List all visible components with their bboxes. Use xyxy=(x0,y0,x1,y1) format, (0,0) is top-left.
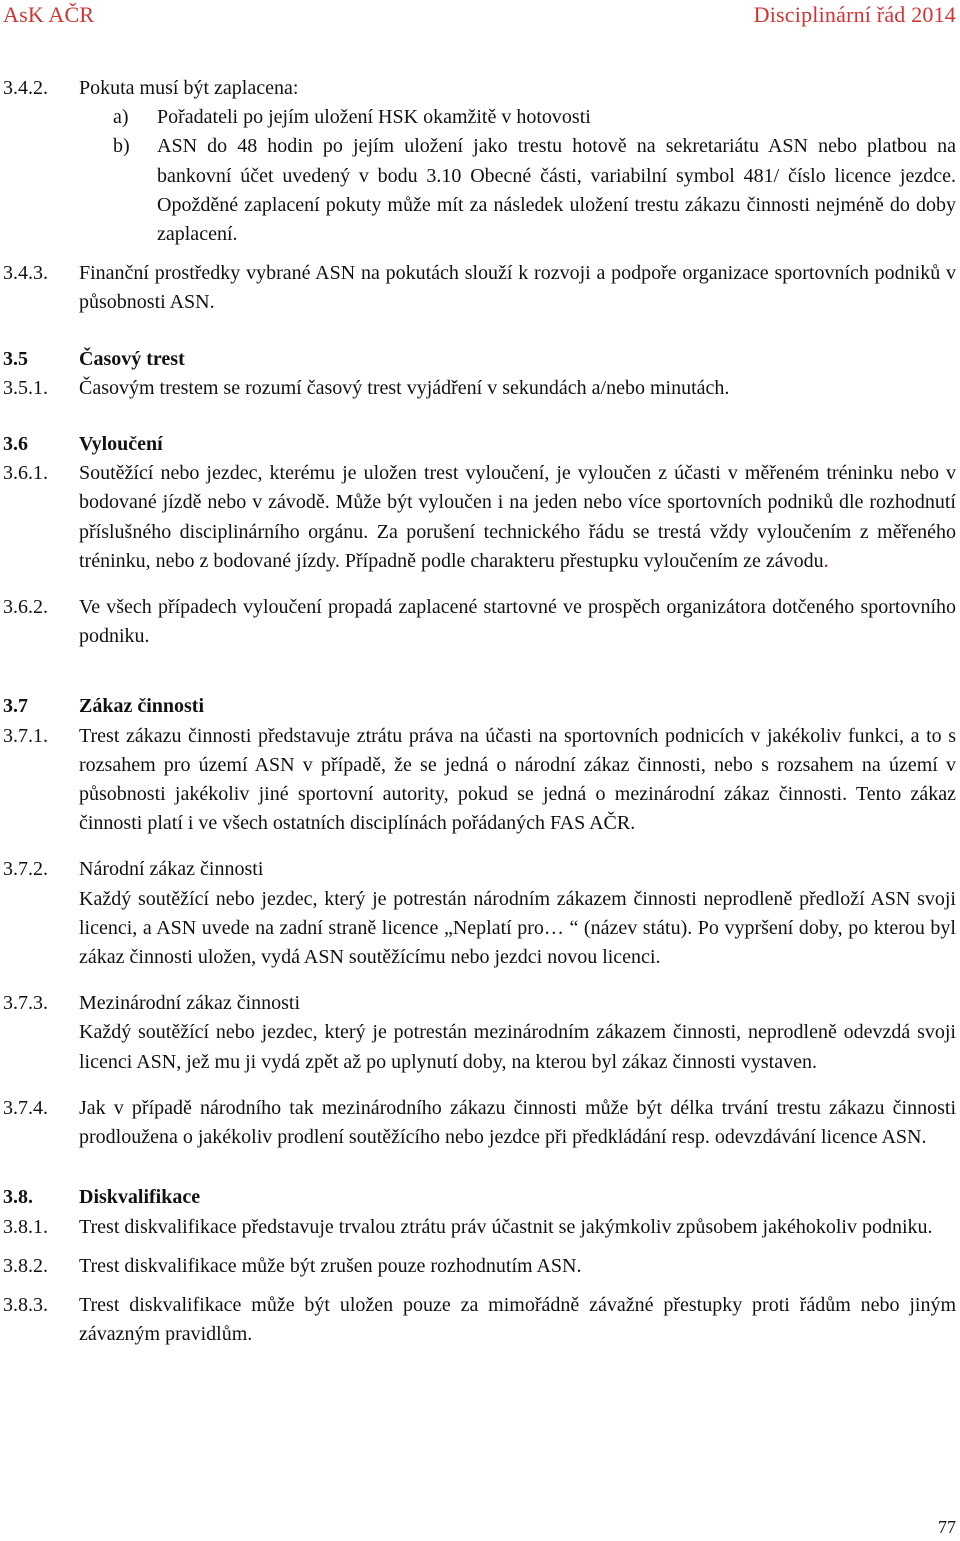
paragraph-number: 3.8.3. xyxy=(3,1293,48,1316)
paragraph-number: 3.5.1. xyxy=(3,376,48,399)
paragraph-number: 3.7.3. xyxy=(3,992,48,1015)
paragraph-text: Trest zákazu činnosti představuje ztrátu práva na účasti na sportovních podnicích v jakékoliv funkci, a to s rozsahem pro území ASN v případě, že se jedná o národní zákaz činnosti, nebo s rozsahem na území v působnosti jakékoliv jiné sportovní autority, pokud se jedná o mezinárodní zákaz činnosti. Tento zákaz činnosti platí i ve všech ostatních disciplínách pořádaných FAS AČR. xyxy=(79,724,956,835)
paragraph-text: Trest diskvalifikace může být zrušen pouze rozhodnutím ASN. xyxy=(79,1254,582,1277)
header-title-left: AsK AČR xyxy=(3,2,95,27)
section-heading-3-8 xyxy=(3,1183,956,1212)
section-heading-3-5 xyxy=(3,345,956,374)
paragraph-3-4-3 xyxy=(3,259,956,317)
list-label: b) xyxy=(113,135,130,158)
paragraph-number: 3.6.1. xyxy=(3,462,48,485)
section-heading-3-6 xyxy=(3,430,956,459)
paragraph-3-7-4 xyxy=(3,1094,956,1152)
list-item-a xyxy=(113,103,956,132)
paragraph-number: 3.4.3. xyxy=(3,262,48,285)
section-title: Diskvalifikace xyxy=(79,1186,201,1209)
paragraph-3-6-2 xyxy=(3,593,956,651)
section-title: Časový trest xyxy=(79,347,185,370)
section-number: 3.7 xyxy=(3,695,28,718)
paragraph-end-mark: . xyxy=(823,549,829,572)
paragraph-number: 3.8.2. xyxy=(3,1254,48,1277)
section-title: Vyloučení xyxy=(79,433,163,456)
paragraph-number: 3.7.4. xyxy=(3,1096,48,1119)
section-title: Zákaz činnosti xyxy=(79,695,205,718)
header-title-right: Disciplinární řád 2014 xyxy=(753,2,956,27)
list-label: a) xyxy=(113,106,129,129)
paragraph-text: Každý soutěžící nebo jezdec, který je potrestán národním zákazem činnosti neprodleně předloží ASN svoji licenci, a ASN uvede na zadní straně licence „Neplatí pro… “ (název státu). Po vypršení doby, po kterou byl zákaz činnosti uložen, vydá ASN soutěžícímu nebo jezdci novou licenci. xyxy=(79,887,956,969)
paragraph-intro: Pokuta musí být zaplacena: xyxy=(79,77,299,99)
list-item-b xyxy=(113,132,956,249)
list-text: ASN do 48 hodin po jejím uložení jako trestu hotově na sekretariátu ASN nebo platbou na bankovní účet uvedený v bodu 3.10 Obecné části, variabilní symbol 481/ číslo licence jezdce. Opožděné zaplacení pokuty může mít za následek uložení trestu zákazu činnosti nejméně do doby zaplacení. xyxy=(157,135,956,246)
section-heading-3-7 xyxy=(3,692,956,721)
paragraph-number: 3.6.2. xyxy=(3,596,48,619)
paragraph-3-4-2 xyxy=(3,74,956,249)
section-number: 3.8. xyxy=(3,1186,33,1209)
paragraph-3-5-1 xyxy=(3,374,956,403)
list-text: Pořadateli po jejím uložení HSK okamžitě v hotovosti xyxy=(157,106,591,129)
paragraph-number: 3.4.2. xyxy=(3,77,48,99)
paragraph-number: 3.8.1. xyxy=(3,1215,48,1238)
paragraph-text: Trest diskvalifikace představuje trvalou ztrátu práv účastnit se jakýmkoliv způsobem jakéhokoliv podniku. xyxy=(79,1215,933,1238)
paragraph-3-7-3 xyxy=(3,989,956,1077)
paragraph-text: Jak v případě národního tak mezinárodního zákazu činnosti může být délka trvání trestu zákazu činnosti prodloužena o jakékoliv prodlení soutěžícího nebo jezdce při předkládání resp. odevzdávání licence ASN. xyxy=(79,1096,956,1149)
paragraph-text: Časovým trestem se rozumí časový trest vyjádření v sekundách a/nebo minutách. xyxy=(79,376,730,399)
page-number: 77 xyxy=(938,1517,956,1537)
paragraph-text: Každý soutěžící nebo jezdec, který je potrestán mezinárodním zákazem činnosti, neprodleně odevzdá svoji licenci ASN, jež mu ji vydá zpět až po uplynutí doby, na kterou byl zákaz činnosti vystaven. xyxy=(79,1021,956,1073)
paragraph-3-8-3 xyxy=(3,1291,956,1349)
section-number: 3.6 xyxy=(3,433,28,456)
paragraph-text: Soutěžící nebo jezdec, kterému je uložen trest vyloučení, je vyloučen z účasti v měřeném tréninku nebo v bodované jízdě nebo v závodě. Může být vyloučen i na jeden nebo více sportovních podniků dle rozhodnutí příslušného disciplinárního orgánu. Za porušení technického řádu se trestá vždy vyloučením z měřeného tréninku, nebo z bodované jízdy. Případně podle charakteru přestupku vyloučením ze závodu xyxy=(79,462,956,572)
paragraph-number: 3.7.2. xyxy=(3,858,48,881)
paragraph-subtitle: Národní zákaz činnosti xyxy=(79,858,264,881)
paragraph-3-7-1 xyxy=(3,722,956,839)
paragraph-number: 3.7.1. xyxy=(3,724,48,747)
paragraph-text: Ve všech případech vyloučení propadá zaplacené startovné ve prospěch organizátora dotčeného sportovního podniku. xyxy=(79,596,956,648)
paragraph-subtitle: Mezinárodní zákaz činnosti xyxy=(79,992,301,1015)
paragraph-3-6-1 xyxy=(3,459,956,576)
paragraph-3-8-2 xyxy=(3,1252,956,1281)
paragraph-text: Finanční prostředky vybrané ASN na pokutách slouží k rozvoji a podpoře organizace sportovních podniků v působnosti ASN. xyxy=(79,262,956,314)
paragraph-3-8-1 xyxy=(3,1213,956,1242)
document-body xyxy=(3,74,956,1349)
section-number: 3.5 xyxy=(3,347,28,370)
paragraph-text: Trest diskvalifikace může být uložen pouze za mimořádně závažné přestupky proti řádům nebo jiným závazným pravidlům. xyxy=(79,1293,956,1346)
paragraph-3-7-2 xyxy=(3,855,956,972)
